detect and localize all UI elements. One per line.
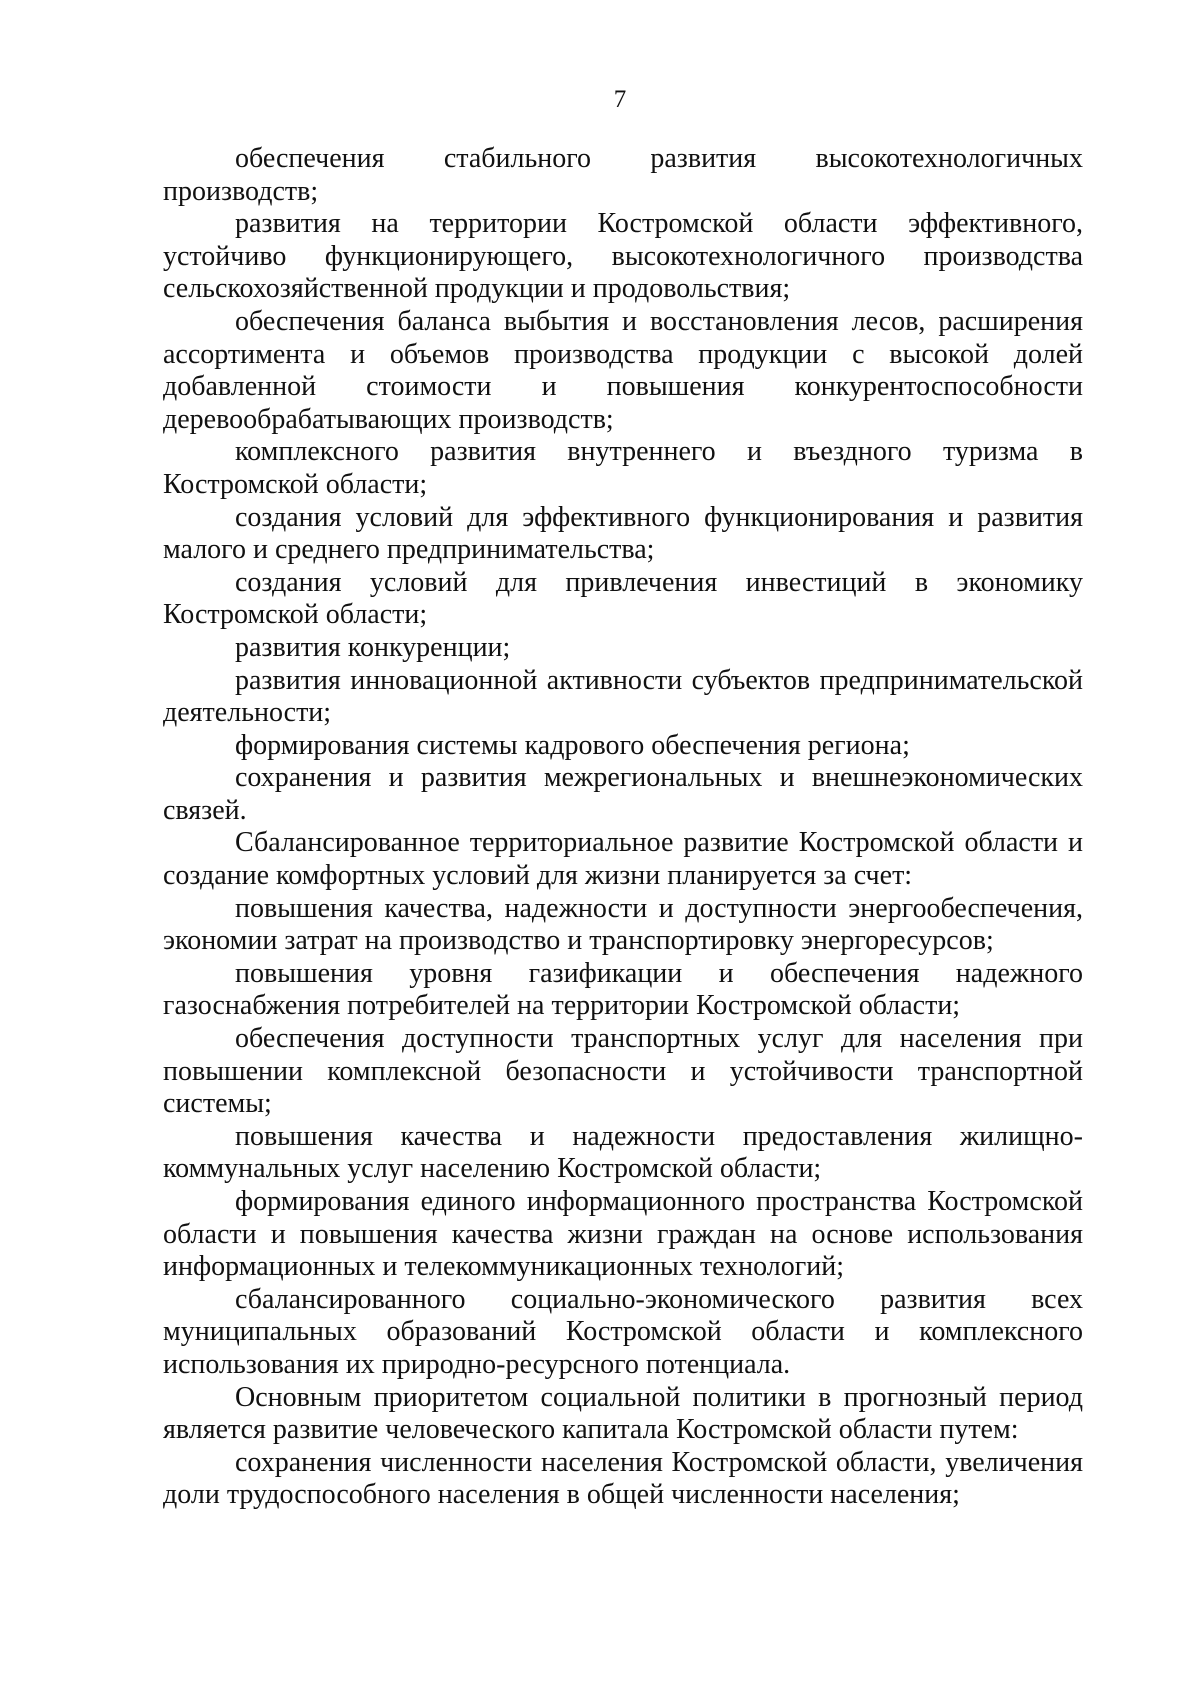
paragraph: повышения уровня газификации и обеспечения надежного газоснабжения потребителей на территории Костромской области; — [163, 957, 1083, 1022]
paragraph: создания условий для привлечения инвестиций в экономику Костромской области; — [163, 566, 1083, 631]
paragraph: сбалансированного социально-экономического развития всех муниципальных образований Костромской области и комплексного использования их природно-ресурсного потенциала. — [163, 1283, 1083, 1380]
paragraph: формирования системы кадрового обеспечения региона; — [235, 729, 910, 761]
document-body — [163, 143, 1083, 1512]
paragraph: развития конкуренции; — [235, 631, 511, 663]
paragraph: сохранения численности населения Костромской области, увеличения доли трудоспособного населения в общей численности населения; — [163, 1446, 1083, 1511]
paragraph: повышения качества и надежности предоставления жилищно-коммунальных услуг населению Костромской области; — [163, 1120, 1083, 1185]
paragraph: развития на территории Костромской области эффективного, устойчиво функционирующего, высокотехнологичного производства сельскохозяйственной продукции и продовольствия; — [163, 208, 1083, 305]
paragraph: Основным приоритетом социальной политики в прогнозный период является развитие человеческого капитала Костромской области путем: — [163, 1381, 1083, 1446]
paragraph: сохранения и развития межрегиональных и внешнеэкономических связей. — [163, 762, 1083, 826]
paragraph: обеспечения баланса выбытия и восстановления лесов, расширения ассортимента и объемов производства продукции с высокой долей добавленной стоимости и повышения конкурентоспособности деревообрабатывающих производств; — [163, 305, 1083, 435]
paragraph: создания условий для эффективного функционирования и развития малого и среднего предпринимательства; — [163, 501, 1083, 566]
paragraph: повышения качества, надежности и доступности энергообеспечения, экономии затрат на производство и транспортировку энергоресурсов; — [163, 892, 1083, 957]
paragraph: комплексного развития внутреннего и въездного туризма в Костромской области; — [163, 436, 1083, 500]
page-number: 7 — [613, 86, 627, 113]
paragraph: Сбалансированное территориальное развитие Костромской области и создание комфортных условий для жизни планируется за счет: — [163, 827, 1083, 892]
paragraph: формирования единого информационного пространства Костромской области и повышения качества жизни граждан на основе использования информационных и телекоммуникационных технологий; — [163, 1186, 1083, 1283]
paragraph: развития инновационной активности субъектов предпринимательской деятельности; — [163, 664, 1083, 729]
paragraph: обеспечения стабильного развития высокотехнологичных производств; — [163, 143, 1083, 207]
paragraph: обеспечения доступности транспортных услуг для населения при повышении комплексной безопасности и устойчивости транспортной системы; — [163, 1023, 1083, 1120]
